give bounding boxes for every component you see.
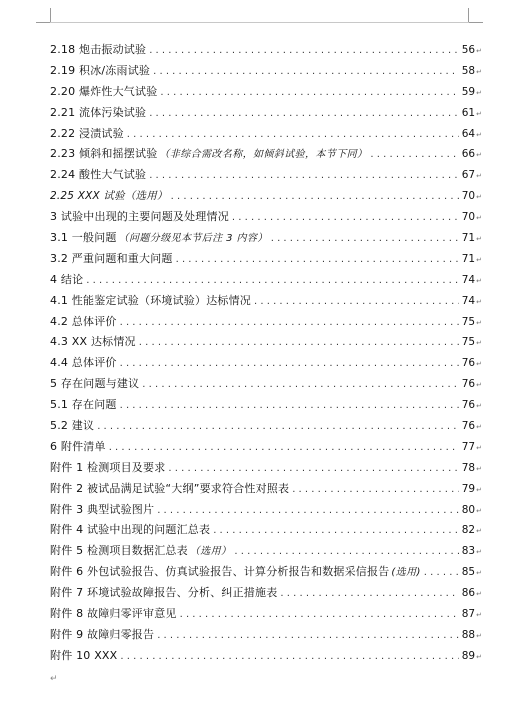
dot-leader (292, 480, 459, 501)
toc-entry[interactable] (50, 144, 482, 165)
toc-entry[interactable] (50, 437, 482, 458)
paragraph-mark-icon: ↵ (476, 527, 482, 536)
toc-entry[interactable] (50, 625, 482, 646)
toc-entry-page-number: 76 (461, 357, 476, 370)
toc-entry-page-number: 76 (461, 420, 476, 433)
paragraph-mark-icon: ↵ (476, 506, 482, 515)
toc-entry[interactable] (50, 374, 482, 395)
dot-leader (139, 333, 459, 354)
toc-entry[interactable] (50, 353, 482, 374)
toc-entry-page-number: 71 (461, 232, 476, 245)
toc-entry-title: 5 存在问题与建议 (50, 377, 140, 391)
paragraph-mark-icon: ↵ (476, 67, 482, 76)
dot-leader (171, 187, 459, 208)
dot-leader (271, 229, 459, 250)
dot-leader (120, 354, 459, 375)
toc-entry[interactable] (50, 562, 482, 583)
dot-leader (157, 626, 459, 647)
dot-leader (176, 250, 459, 271)
toc-entry-title: 5.2 建议 (50, 419, 95, 433)
dot-leader (180, 605, 459, 626)
paragraph-mark-icon: ↵ (476, 464, 482, 473)
toc-entry-title: 4.4 总体评价 (50, 356, 117, 370)
toc-entry[interactable] (50, 207, 482, 228)
toc-entry-title: 4 结论 (50, 272, 84, 286)
dot-leader (142, 375, 458, 396)
toc-entry[interactable] (50, 395, 482, 416)
toc-entry[interactable] (50, 646, 482, 667)
paragraph-mark-icon: ↵ (476, 631, 482, 640)
toc-entry-page-number: 74 (461, 273, 476, 286)
paragraph-mark-icon: ↵ (476, 193, 482, 202)
toc-entry-title: 附件 10 XXX (50, 648, 118, 662)
toc-entry-page-number: 66 (461, 148, 476, 161)
toc-entry-title: 2.18 炮击振动试验 (50, 43, 147, 56)
table-of-contents (50, 40, 482, 667)
toc-entry[interactable] (50, 228, 482, 249)
toc-entry[interactable] (50, 40, 482, 61)
paragraph-mark-icon: ↵ (476, 402, 482, 411)
toc-entry[interactable] (50, 604, 482, 625)
dot-leader (120, 396, 459, 417)
paragraph-mark-icon: ↵ (476, 214, 482, 223)
dot-leader (153, 62, 459, 83)
toc-entry[interactable] (50, 291, 482, 312)
toc-entry-title: 2.24 酸性大气试验 (50, 168, 147, 182)
paragraph-mark-icon: ↵ (476, 652, 482, 661)
dot-leader (149, 41, 459, 62)
paragraph-mark-icon: ↵ (476, 318, 482, 327)
toc-entry[interactable] (50, 458, 482, 479)
toc-entry-title: 附件 9 故障归零报告 (50, 627, 155, 641)
toc-entry-page-number: 56 (461, 44, 476, 56)
toc-entry[interactable] (50, 249, 482, 270)
toc-entry-page-number: 77 (461, 440, 476, 453)
toc-entry-title: 2.22 浸渍试验 (50, 126, 124, 140)
toc-entry[interactable] (50, 165, 482, 186)
paragraph-mark-icon: ↵ (476, 339, 482, 348)
dot-leader (160, 83, 458, 104)
toc-entry[interactable] (50, 500, 482, 521)
toc-entry-page-number: 59 (461, 85, 476, 98)
toc-entry[interactable] (50, 186, 482, 207)
toc-entry[interactable] (50, 520, 482, 541)
toc-entry-title: 2.20 爆炸性大气试验 (50, 84, 158, 98)
toc-entry-page-number: 88 (461, 628, 476, 641)
paragraph-mark-icon: ↵ (476, 172, 482, 181)
toc-entry-title: 2.25 XXX 试验（选用） (50, 190, 168, 203)
dot-leader (120, 313, 459, 334)
paragraph-mark-icon: ↵ (476, 255, 482, 264)
dot-leader (127, 125, 459, 146)
toc-entry[interactable] (50, 103, 482, 124)
paragraph-mark-icon: ↵ (476, 235, 482, 244)
paragraph-mark-icon: ↵ (476, 151, 482, 160)
paragraph-mark: ↵ (50, 674, 58, 684)
dot-leader (280, 584, 458, 605)
paragraph-mark-icon: ↵ (476, 548, 482, 557)
toc-entry-page-number: 80 (461, 503, 476, 516)
toc-entry[interactable] (50, 270, 482, 291)
dot-leader (149, 166, 459, 187)
toc-entry-page-number: 75 (461, 315, 476, 328)
dot-leader (424, 563, 459, 584)
toc-entry-title: 附件 3 典型试验图片 (50, 502, 155, 516)
toc-entry-page-number: 70 (461, 190, 476, 203)
toc-entry[interactable] (50, 124, 482, 145)
toc-entry[interactable] (50, 312, 482, 333)
toc-entry[interactable] (50, 61, 482, 82)
paragraph-mark-icon: ↵ (476, 443, 482, 452)
paragraph-mark-icon: ↵ (476, 569, 482, 578)
toc-entry-page-number: 83 (461, 545, 476, 558)
toc-entry-title: 4.2 总体评价 (50, 314, 117, 328)
dot-leader (120, 647, 458, 668)
crop-mark-top-right (468, 8, 483, 23)
paragraph-mark-icon: ↵ (476, 130, 482, 139)
toc-entry-title: 2.21 流体污染试验 (50, 105, 147, 119)
dot-leader (109, 438, 459, 459)
paragraph-mark-icon: ↵ (476, 47, 482, 55)
dot-leader (97, 417, 459, 438)
paragraph-mark-icon: ↵ (476, 485, 482, 494)
toc-entry-page-number: 79 (461, 482, 476, 495)
toc-entry-title: 3.2 严重问题和重大问题 (50, 251, 173, 265)
toc-entry-page-number: 58 (461, 64, 476, 77)
toc-entry-title: 附件 7 环境试验故障报告、分析、纠正措施表 (50, 586, 278, 600)
dot-leader (157, 501, 459, 522)
toc-entry[interactable] (50, 332, 482, 353)
dot-leader (232, 208, 459, 229)
paragraph-mark-icon: ↵ (476, 276, 482, 285)
toc-entry-title: 附件 8 故障归零评审意见 (50, 607, 177, 621)
toc-entry-title: 5.1 存在问题 (50, 398, 117, 412)
toc-entry-page-number: 75 (461, 336, 476, 349)
crop-mark-top-left (36, 8, 51, 23)
toc-entry-page-number: 82 (461, 524, 476, 537)
dot-leader (86, 271, 458, 292)
toc-entry-page-number: 76 (461, 378, 476, 391)
toc-entry-title: 2.23 倾斜和摇摆试验 (50, 147, 158, 161)
header-line (50, 22, 469, 23)
toc-entry[interactable] (50, 583, 482, 604)
dot-leader (213, 521, 459, 542)
toc-entry-page-number: 61 (461, 106, 476, 119)
toc-entry-page-number: 67 (461, 169, 476, 182)
toc-entry-page-number: 64 (461, 127, 476, 140)
toc-entry-page-number: 78 (461, 461, 476, 474)
toc-entry-page-number: 71 (461, 252, 476, 265)
toc-entry-title: 附件 6 外包试验报告、仿真试验报告、计算分析报告和数据采信报告 (50, 565, 390, 579)
toc-entry-note: （非综合需改名称，如倾斜试验，本节下同） (159, 149, 368, 161)
dot-leader (149, 104, 459, 125)
toc-entry-page-number: 86 (461, 587, 476, 600)
toc-entry-title: 4.1 性能鉴定试验（环境试验）达标情况 (50, 293, 251, 307)
paragraph-mark-icon: ↵ (476, 88, 482, 97)
dot-leader (168, 459, 458, 480)
toc-entry[interactable] (50, 416, 482, 437)
toc-entry-title: 附件 5 检测项目数据汇总表 (50, 544, 188, 558)
toc-entry-title: 4.3 XX 达标情况 (50, 335, 136, 349)
paragraph-mark-icon: ↵ (476, 381, 482, 390)
toc-entry-note: （选用） (189, 546, 232, 558)
toc-entry-page-number: 70 (461, 211, 476, 224)
toc-entry-page-number: 87 (461, 608, 476, 621)
toc-entry-title: 附件 1 检测项目及要求 (50, 460, 166, 474)
dot-leader (234, 542, 458, 563)
paragraph-mark-icon: ↵ (476, 297, 482, 306)
toc-entry-page-number: 76 (461, 399, 476, 412)
paragraph-mark-icon: ↵ (476, 423, 482, 432)
paragraph-mark-icon: ↵ (476, 590, 482, 599)
dot-leader (370, 145, 458, 166)
dot-leader (254, 292, 459, 313)
toc-entry-page-number: 85 (461, 566, 476, 579)
toc-entry-title: 附件 4 试验中出现的问题汇总表 (50, 523, 211, 537)
toc-entry-note: （问题分级见本节后注 3 内容） (118, 233, 268, 245)
toc-entry-title: 3.1 一般问题 (50, 231, 117, 245)
toc-entry-page-number: 89 (461, 649, 476, 662)
toc-entry[interactable] (50, 541, 482, 562)
paragraph-mark-icon: ↵ (476, 109, 482, 118)
toc-entry-title: 6 附件清单 (50, 439, 106, 453)
toc-entry-page-number: 74 (461, 294, 476, 307)
paragraph-mark-icon: ↵ (476, 611, 482, 620)
toc-entry[interactable] (50, 479, 482, 500)
toc-entry[interactable] (50, 82, 482, 103)
toc-entry-title: 2.19 积冰/冻雨试验 (50, 63, 151, 77)
toc-entry-note: (选用) (391, 567, 421, 579)
toc-entry-title: 3 试验中出现的主要问题及处理情况 (50, 210, 229, 224)
toc-entry-title: 附件 2 被试品满足试验“大纲”要求符合性对照表 (50, 481, 290, 495)
paragraph-mark-icon: ↵ (476, 360, 482, 369)
